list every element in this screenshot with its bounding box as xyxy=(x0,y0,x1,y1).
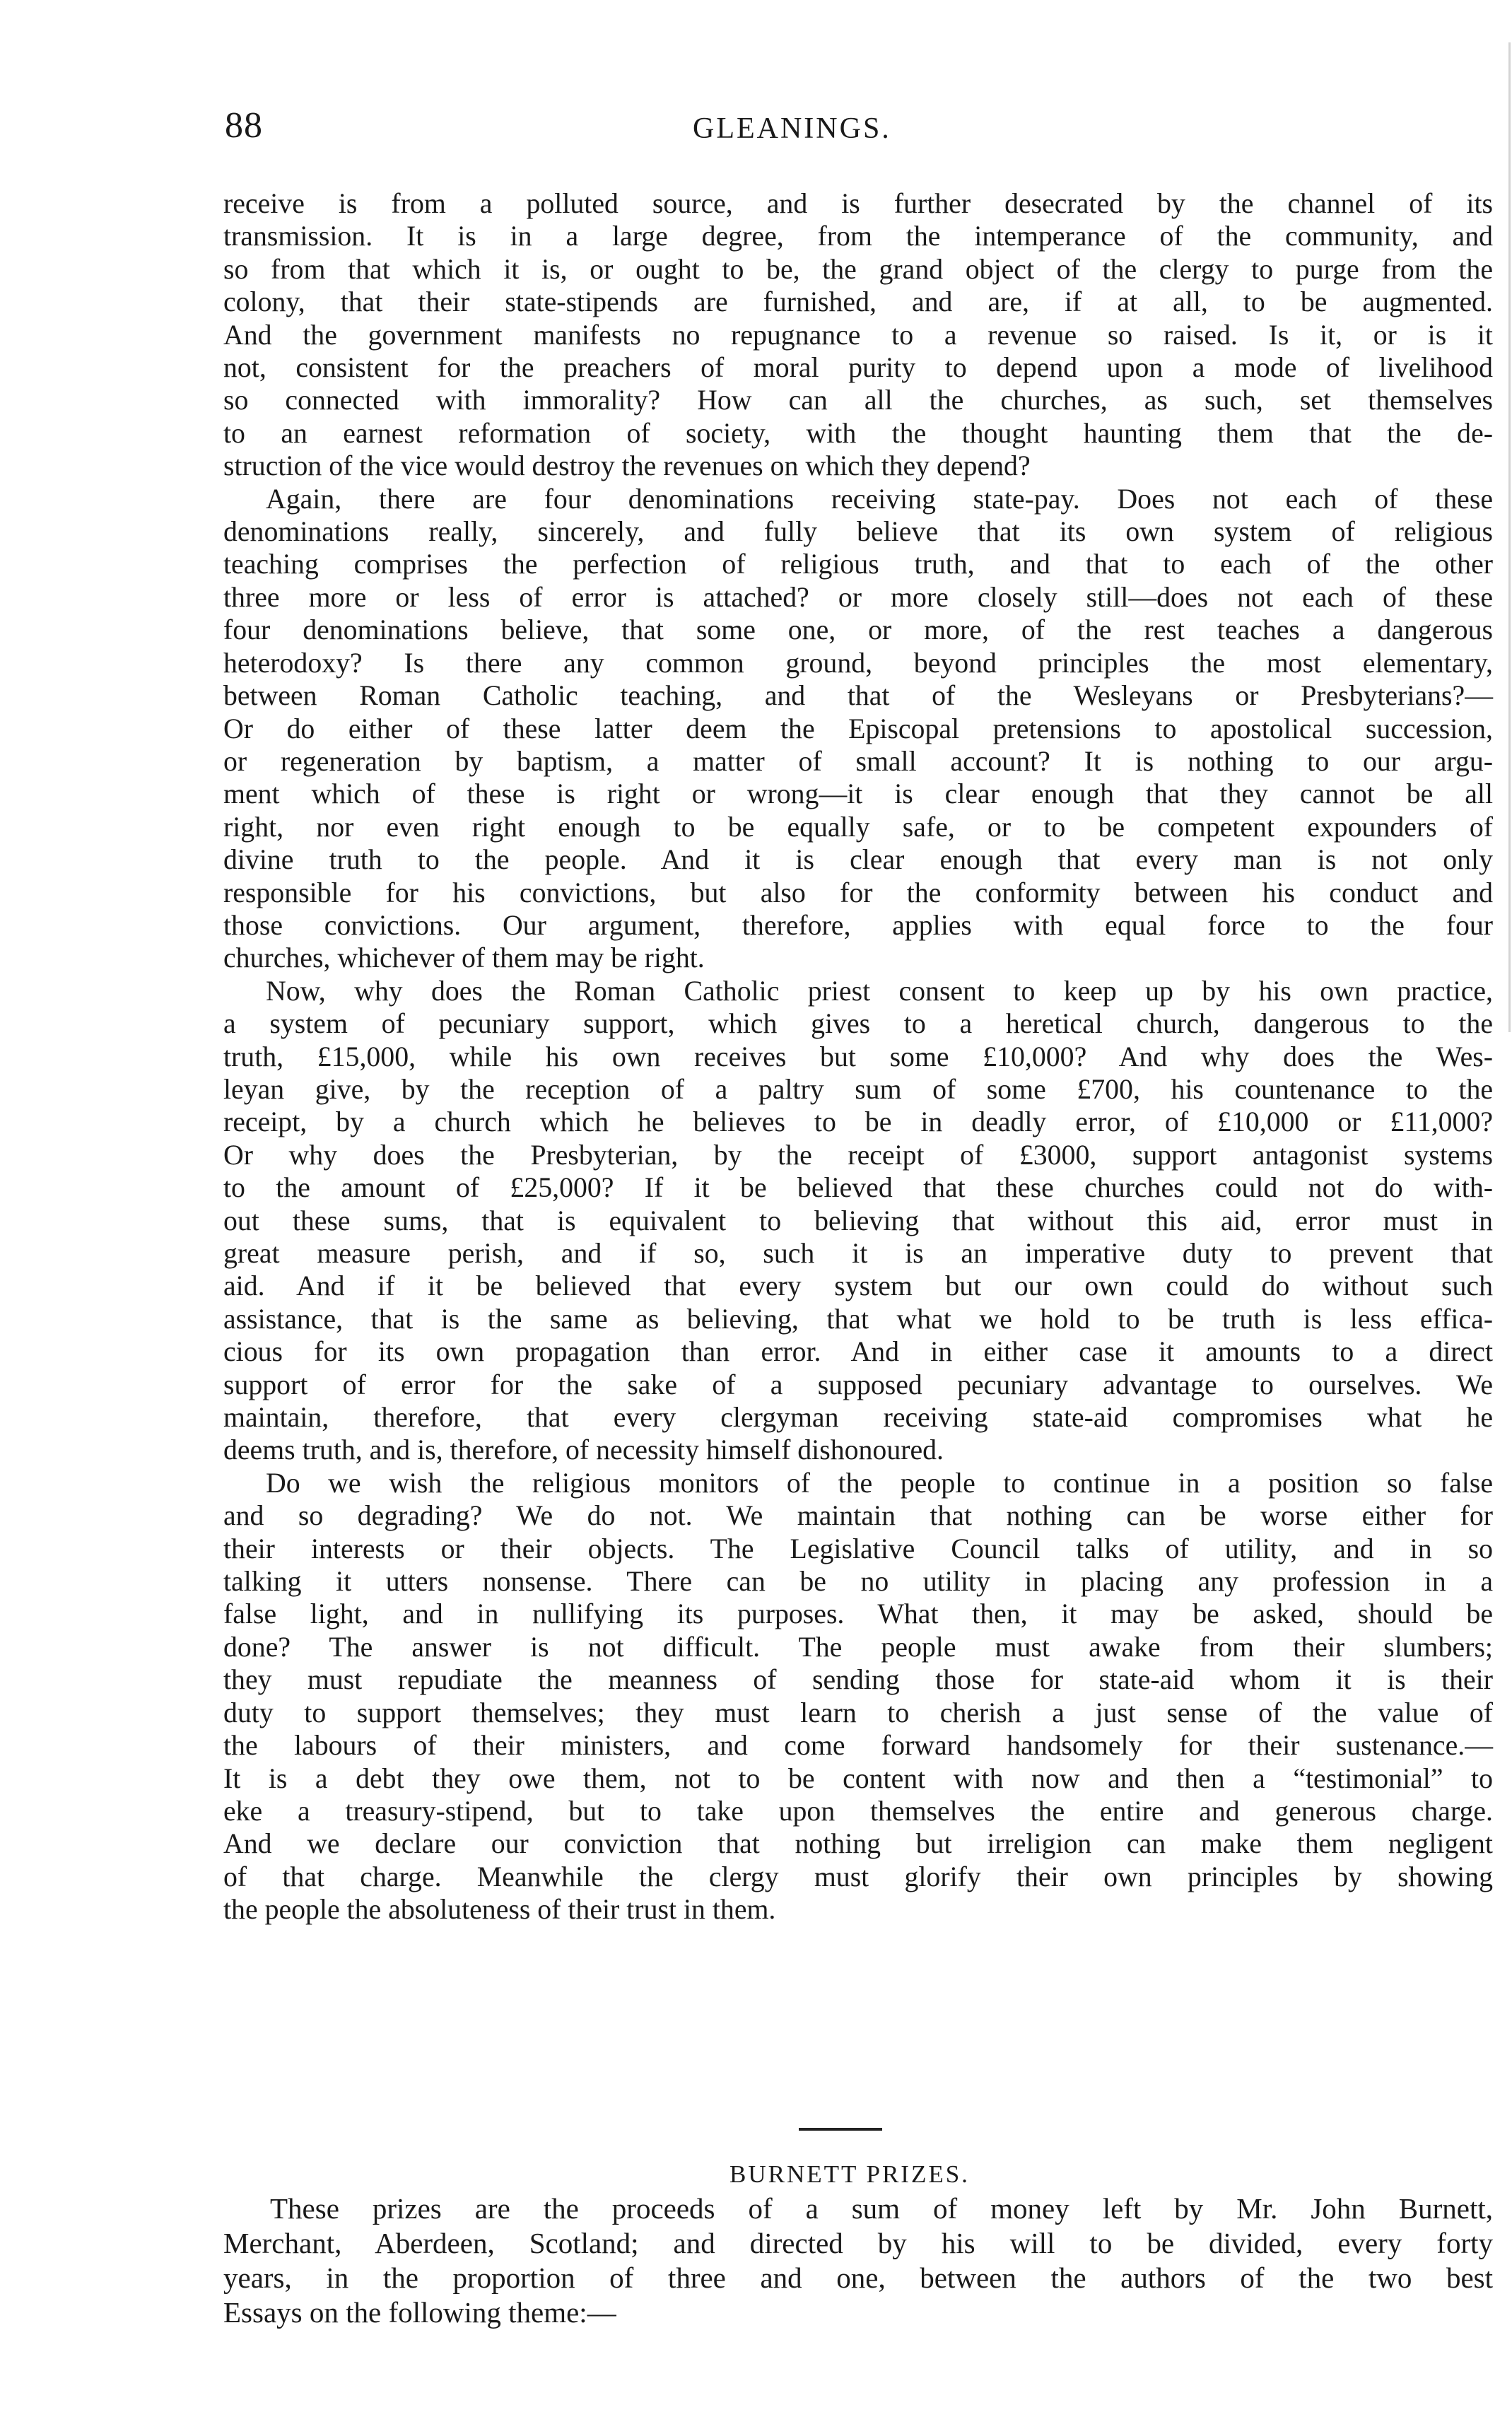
text-line: And we declare our conviction that nothing but irreligion can make them negligent xyxy=(223,1828,1493,1860)
text-line: leyan give, by the reception of a paltry sum of some £700, his countenance to the xyxy=(223,1073,1493,1105)
text-line: It is a debt they owe them, not to be content with now and then a “testimonial” to xyxy=(223,1762,1493,1794)
text-line: not, consistent for the preachers of moral purity to depend upon a mode of livelihood xyxy=(223,352,1493,384)
text-line: of that charge. Meanwhile the clergy must glorify their own principles by showing xyxy=(223,1861,1493,1892)
text-line: the labours of their ministers, and come forward handsomely for their sustenance.— xyxy=(223,1730,1493,1762)
text-line: great measure perish, and if so, such it is an imperative duty to prevent that xyxy=(223,1238,1493,1269)
text-line: ment which of these is right or wrong—it is clear enough that they cannot be all xyxy=(223,778,1493,810)
margin-mark xyxy=(1508,42,1511,1032)
text-line: Do we wish the religious monitors of the people to continue in a position so false xyxy=(266,1467,1493,1499)
text-line: responsible for his convictions, but also for the conformity between his conduct and xyxy=(223,877,1493,908)
text-line: Or why does the Presbyterian, by the receipt of £3000, support antagonist systems xyxy=(223,1139,1493,1171)
text-line: or regeneration by baptism, a matter of small account? It is nothing to our argu- xyxy=(223,745,1493,777)
text-line: right, nor even right enough to be equally safe, or to be competent expounders of xyxy=(223,811,1493,843)
text-line: out these sums, that is equivalent to believing that without this aid, error must in xyxy=(223,1205,1493,1236)
text-line: to the amount of £25,000? If it be believed that these churches could not do with- xyxy=(223,1172,1493,1204)
text-line: And the government manifests no repugnance to a revenue so raised. Is it, or is it xyxy=(223,319,1493,351)
text-line: denominations really, sincerely, and fully believe that its own system of religious xyxy=(223,516,1493,548)
section-text-line: Merchant, Aberdeen, Scotland; and directed by his will to be divided, every forty xyxy=(223,2227,1493,2259)
section-rule xyxy=(799,2128,882,2131)
text-line: assistance, that is the same as believing, that what we hold to be truth is less effica- xyxy=(223,1303,1493,1335)
text-line: teaching comprises the perfection of religious truth, and that to each of the other xyxy=(223,549,1493,580)
running-head: GLEANINGS. xyxy=(693,112,891,145)
text-line: aid. And if it be believed that every system but our own could do without such xyxy=(223,1270,1493,1302)
text-line: a system of pecuniary support, which gives to a heretical church, dangerous to the xyxy=(223,1008,1493,1040)
section-title: BURNETT PRIZES. xyxy=(729,2160,970,2188)
text-line: done? The answer is not difficult. The people must awake from their slumbers; xyxy=(223,1631,1493,1663)
text-line: Again, there are four denominations receiving state-pay. Does not each of these xyxy=(266,483,1493,515)
text-line: between Roman Catholic teaching, and that of the Wesleyans or Presbyterians?— xyxy=(223,680,1493,712)
text-line: talking it utters nonsense. There can be no utility in placing any profession in a xyxy=(223,1566,1493,1598)
text-line: colony, that their state-stipends are furnished, and are, if at all, to be augmented. xyxy=(223,286,1493,318)
text-line: those convictions. Our argument, therefore, applies with equal force to the four xyxy=(223,909,1493,941)
text-line: divine truth to the people. And it is clear enough that every man is not only xyxy=(223,844,1493,876)
text-line: struction of the vice would destroy the revenues on which they depend? xyxy=(223,450,1031,482)
text-line: Or do either of these latter deem the Episcopal pretensions to apostolical succession, xyxy=(223,713,1493,744)
text-line: false light, and in nullifying its purposes. What then, it may be asked, should be xyxy=(223,1598,1493,1630)
text-line: receive is from a polluted source, and is further desecrated by the channel of its xyxy=(223,188,1493,219)
text-line: heterodoxy? Is there any common ground, beyond principles the most elementary, xyxy=(223,647,1493,679)
text-line: four denominations believe, that some one, or more, of the rest teaches a dangerous xyxy=(223,614,1493,646)
section-text-line: These prizes are the proceeds of a sum of money left by Mr. John Burnett, xyxy=(270,2192,1493,2225)
text-line: support of error for the sake of a supposed pecuniary advantage to ourselves. We xyxy=(223,1369,1493,1400)
text-line: maintain, therefore, that every clergyman receiving state-aid compromises what he xyxy=(223,1402,1493,1434)
text-line: their interests or their objects. The Legislative Council talks of utility, and in so xyxy=(223,1533,1493,1564)
section-text-line: years, in the proportion of three and one, between the authors of the two best xyxy=(223,2261,1493,2294)
text-line: three more or less of error is attached? or more closely still—does not each of these xyxy=(223,581,1493,613)
text-line: deems truth, and is, therefore, of necessity himself dishonoured. xyxy=(223,1434,944,1466)
text-line: duty to support themselves; they must learn to cherish a just sense of the value of xyxy=(223,1697,1493,1728)
text-line: churches, whichever of them may be right. xyxy=(223,942,705,974)
text-line: Now, why does the Roman Catholic priest consent to keep up by his own practice, xyxy=(266,975,1493,1007)
text-line: receipt, by a church which he believes to be in deadly error, of £10,000 or £11,000? xyxy=(223,1106,1493,1138)
body-text xyxy=(223,187,1493,1926)
text-line: cious for its own propagation than error. And in either case it amounts to a direct xyxy=(223,1336,1493,1368)
text-line: to an earnest reformation of society, with the thought haunting them that the de- xyxy=(223,417,1493,449)
page-number: 88 xyxy=(225,105,263,146)
text-line: the people the absoluteness of their trust in them. xyxy=(223,1894,776,1926)
text-line: so from that which it is, or ought to be, the grand object of the clergy to purge from the xyxy=(223,253,1493,285)
section-text xyxy=(223,2191,1493,2330)
section-text-line: Essays on the following theme:— xyxy=(223,2296,616,2329)
text-line: transmission. It is in a large degree, from the intemperance of the community, and xyxy=(223,221,1493,252)
text-line: truth, £15,000, while his own receives but some £10,000? And why does the Wes- xyxy=(223,1041,1493,1072)
text-line: and so degrading? We do not. We maintain that nothing can be worse either for xyxy=(223,1500,1493,1532)
text-line: so connected with immorality? How can all the churches, as such, set themselves xyxy=(223,385,1493,416)
text-line: eke a treasury-stipend, but to take upon themselves the entire and generous charge. xyxy=(223,1795,1493,1827)
text-line: they must repudiate the meanness of sending those for state-aid whom it is their xyxy=(223,1664,1493,1696)
